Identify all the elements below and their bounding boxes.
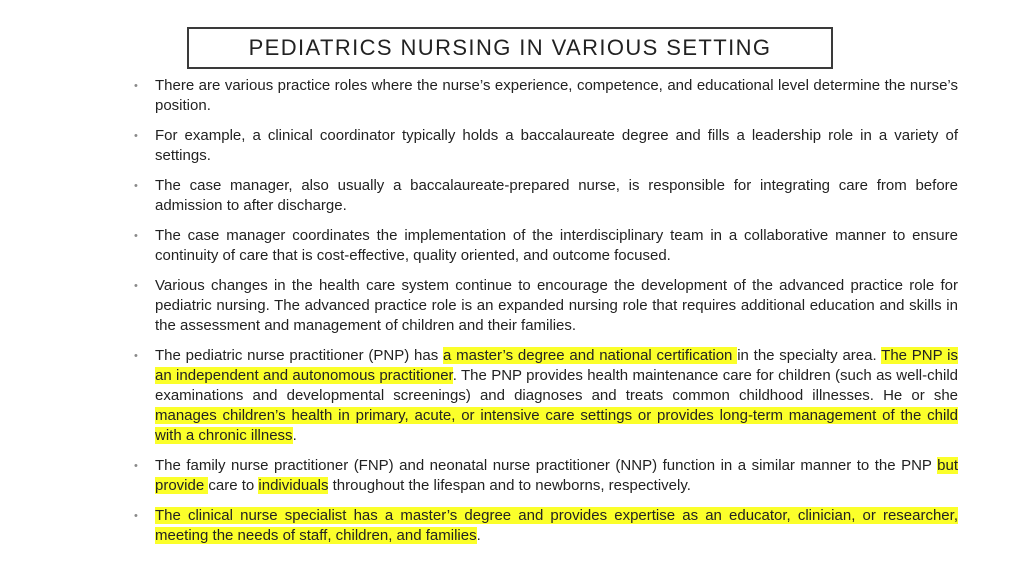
highlighted-text: The clinical nurse specialist has a master’s degree and provides expertise as an educator, clinician, or researcher, meeting the needs of staff, children, and families	[155, 507, 958, 544]
bullet-text: There are various practice roles where the nurse’s experience, competence, and educational level determine the nurse’s position.	[155, 77, 958, 114]
bullet-text: The family nurse practitioner (FNP) and neonatal nurse practitioner (NNP) function in a similar manner to the PNP	[155, 457, 938, 474]
bullet-dot-icon: •	[134, 230, 138, 242]
bullet-item	[134, 126, 958, 166]
bullet-text: For example, a clinical coordinator typically holds a baccalaureate degree and fills a leadership role in a variety of settings.	[155, 127, 958, 164]
bullet-text: throughout the lifespan and to newborns, respectively.	[328, 477, 691, 494]
bullet-text: Various changes in the health care system continue to encourage the development of the advanced practice role for pediatric nursing. The advanced practice role is an expanded nursing role that requires additional education and skills in the assessment and management of children and their families.	[155, 277, 958, 334]
bullet-item-pnp	[134, 346, 958, 446]
bullet-text: .	[476, 527, 481, 544]
bullet-item-cns	[134, 506, 958, 546]
bullet-item	[134, 176, 958, 216]
highlighted-text: individuals	[258, 477, 329, 494]
title-box	[187, 27, 833, 69]
highlighted-text: manages children’s health in primary, acute, or intensive care settings or provides long-term management of the child with a chronic illness	[155, 407, 958, 444]
bullet-text: .	[292, 427, 297, 444]
bullet-dot-icon: •	[134, 130, 138, 142]
bullet-text: in the specialty area.	[737, 347, 882, 364]
bullet-dot-icon: •	[134, 80, 138, 92]
slide-title: PEDIATRICS NURSING IN VARIOUS SETTING	[248, 35, 772, 60]
bullet-text: care to	[208, 477, 259, 494]
bullet-dot-icon: •	[134, 280, 138, 292]
highlighted-text: a master’s degree and national certification	[443, 347, 738, 364]
bullet-item	[134, 76, 958, 116]
highlighted-text: but provide	[155, 457, 958, 494]
bullet-dot-icon: •	[134, 350, 138, 362]
bullet-item	[134, 276, 958, 336]
bullet-text: The pediatric nurse practitioner (PNP) has	[155, 347, 444, 364]
bullet-dot-icon: •	[134, 510, 138, 522]
bullet-item-fnp	[134, 456, 958, 496]
bullet-list	[134, 76, 958, 556]
bullet-dot-icon: •	[134, 460, 138, 472]
bullet-item	[134, 226, 958, 266]
bullet-text: The case manager coordinates the implementation of the interdisciplinary team in a collaborative manner to ensure continuity of care that is cost-effective, quality oriented, and outcome focused.	[155, 227, 958, 264]
bullet-dot-icon: •	[134, 180, 138, 192]
bullet-text: . The PNP provides health maintenance care for children (such as well-child examinations and developmental screenings) and diagnoses and treats common childhood illnesses. He or she	[155, 367, 958, 404]
bullet-text: The case manager, also usually a baccalaureate-prepared nurse, is responsible for integrating care from before admission to after discharge.	[155, 177, 958, 214]
highlighted-text: The PNP is an independent and autonomous practitioner	[155, 347, 958, 384]
